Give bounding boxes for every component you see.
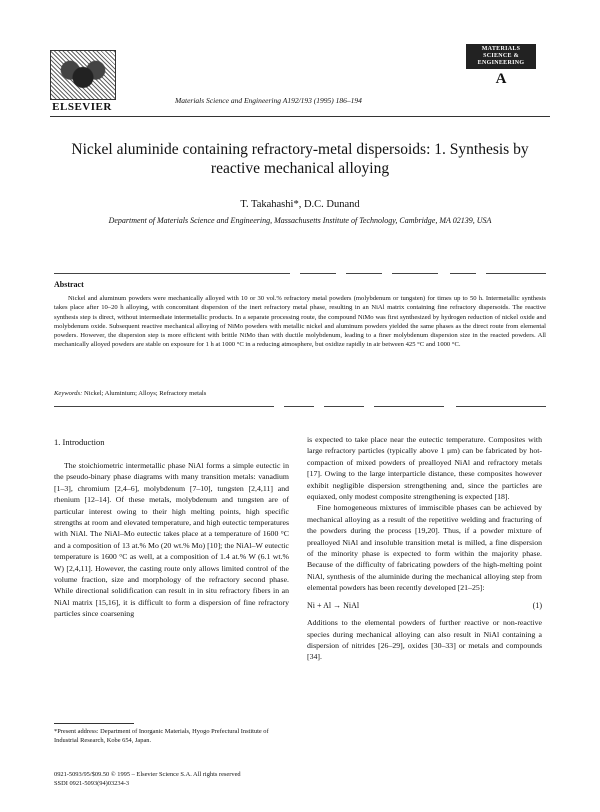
footnote: *Present address: Department of Inorganic Materials, Hyogo Prefectural Institute of Industrial Research, Kobe 654, Japan. xyxy=(54,728,269,744)
separator-rule xyxy=(346,273,382,274)
abstract-text: Nickel and aluminum powders were mechanically alloyed with 10 or 30 vol.% refractory metal powders (molybdenum or tungsten) for times up to 50 h. Intermetallic synthesis takes place after 10–20 h alloying, with concomitant dispersion of the inert refractory metal phase, resulting in an NiAl matrix containing fine refractory dispersoids. The reactive synthesis step is direct, without intermediate intermetallic products. In a separate processing route, the compound NiMo was first synthesized by hydrogen reduction of nickel oxide and molybdenum oxide. Subsequent reactive mechanical alloying of NiMo powders with metallic nickel and aluminum powders yielded the same phases as the direct route from elemental powders. However, the dispersion step is more efficient with brittle NiMo than with ductile molybdenum, leading to a finer molybdenum dispersion size in the reacted powders. All mechanically alloyed powders are stable on exposure for 1 h at 1000 °C in a reducing atmosphere, but oxidize rapidly in air between 425 °C and 1000 °C. xyxy=(54,295,546,349)
separator-rule xyxy=(374,406,444,407)
journal-section-letter: A xyxy=(495,71,507,87)
intro-paragraph-4: Additions to the elemental powders of further reactive or non-reactive species during mechanical alloying can also result in NiAl containing a dispersion of nitrides [26–29], oxides [30–33] or metals and compounds [34]. xyxy=(307,618,542,662)
copyright-line-2: SSDI 0921-5093(94)03234-3 xyxy=(54,780,130,787)
right-column xyxy=(307,434,542,663)
journal-logo-band xyxy=(466,44,536,69)
separator-rule xyxy=(54,273,290,274)
separator-rule xyxy=(486,273,546,274)
keywords-value: Nickel; Aluminium; Alloys; Refractory metals xyxy=(83,390,207,397)
publisher-name: ELSEVIER xyxy=(52,101,112,113)
copyright-line-1: 0921-5093/95/$09.50 © 1995 – Elsevier Science S.A. All rights reserved xyxy=(54,771,241,778)
header-rule xyxy=(50,116,550,117)
journal-logo-line-2: SCIENCE & xyxy=(483,53,519,59)
paper-title: Nickel aluminide containing refractory-metal dispersoids: 1. Synthesis by reactive mechanical alloying xyxy=(71,141,529,177)
keywords-label: Keywords: xyxy=(54,390,83,397)
elsevier-tree-emblem xyxy=(50,50,116,100)
equation-1 xyxy=(307,600,542,611)
abstract-heading: Abstract xyxy=(54,280,84,289)
separator-rule xyxy=(284,406,314,407)
separator-rule xyxy=(54,406,274,407)
elsevier-logo xyxy=(50,50,114,112)
separator-rule xyxy=(450,273,476,274)
separator-rule xyxy=(324,406,364,407)
equation-body: Ni + Al → NiAl xyxy=(307,600,360,610)
section-heading-introduction: 1. Introduction xyxy=(54,437,105,447)
affiliation: Department of Materials Science and Engineering, Massachusetts Institute of Technology, Cambridge, MA 02139, USA xyxy=(108,216,492,225)
journal-logo xyxy=(466,44,536,88)
authors: T. Takahashi*, D.C. Dunand xyxy=(240,199,360,210)
separator-rule xyxy=(300,273,336,274)
journal-logo-line-3: ENGINEERING xyxy=(477,60,525,66)
separator-rule xyxy=(392,273,438,274)
journal-citation: Materials Science and Engineering A192/193 (1995) 186–194 xyxy=(175,96,362,105)
intro-paragraph-1: The stoichiometric intermetallic phase NiAl forms a simple eutectic in the pseudo-binary phase diagrams with many transition metals: vanadium [1–3], chromium [2,4–6], molybdenum [7–10], tungsten [2,4,11] and rhenium [12–14]. Of these metals, molybdenum and tungsten are of particular interest owing to their high melting points, high specific strengths at room and elevated temperature, and high eutectic temperatures with NiAl. The NiAl–Mo eutectic takes place at a temperature of 1600 °C and a composition of 13 at.% Mo (20 wt.% Mo) [10]; the NiAl–W eutectic temperature is 1600 °C as well, at a composition of 1.4 at.% W (6.1 wt.% W) [2,4,11]. However, the casting route only allows limited control of the volume fraction, size and morphology of the refractory second phase. While directional solidification can result in in situ refractory fibers in an NiAl matrix [15,16], it is difficult to form a dispersion of fine refractory particles since coarsening xyxy=(54,461,289,619)
journal-logo-line-1: MATERIALS xyxy=(481,46,521,52)
keywords xyxy=(54,390,206,397)
intro-paragraph-3: Fine homogeneous mixtures of immiscible phases can be achieved by mechanical alloying as a result of the repetitive welding and fracturing of the powders during the process [19,20]. Thus, if a powder mixture of prealloyed NiAl and insoluble transition metal is milled, a fine dispersion of the minority phase is expected to form within the majority phase. Because of the difficulty of fabricating powders of the high-melting point NiAl, synthesis of the aluminide during the mechanical alloying step from elemental powders has been recently developed [21–25]: xyxy=(307,503,542,593)
copyright-notice xyxy=(54,770,241,788)
left-column xyxy=(54,460,289,620)
footnote-rule xyxy=(54,723,134,724)
equation-number: (1) xyxy=(532,600,542,610)
separator-rule xyxy=(456,406,546,407)
intro-paragraph-2: is expected to take place near the eutectic temperature. Composites with large refractory particles (typically above 1 μm) can be fabricated by hot-compaction of mixed powders of prealloyed NiAl and refractory metals [17]. Owing to the large interparticle distance, these composites however exhibit negligible dispersion strengthening and, since the particles are equiaxed, only modest composite strengthening is expected [18]. xyxy=(307,435,542,502)
